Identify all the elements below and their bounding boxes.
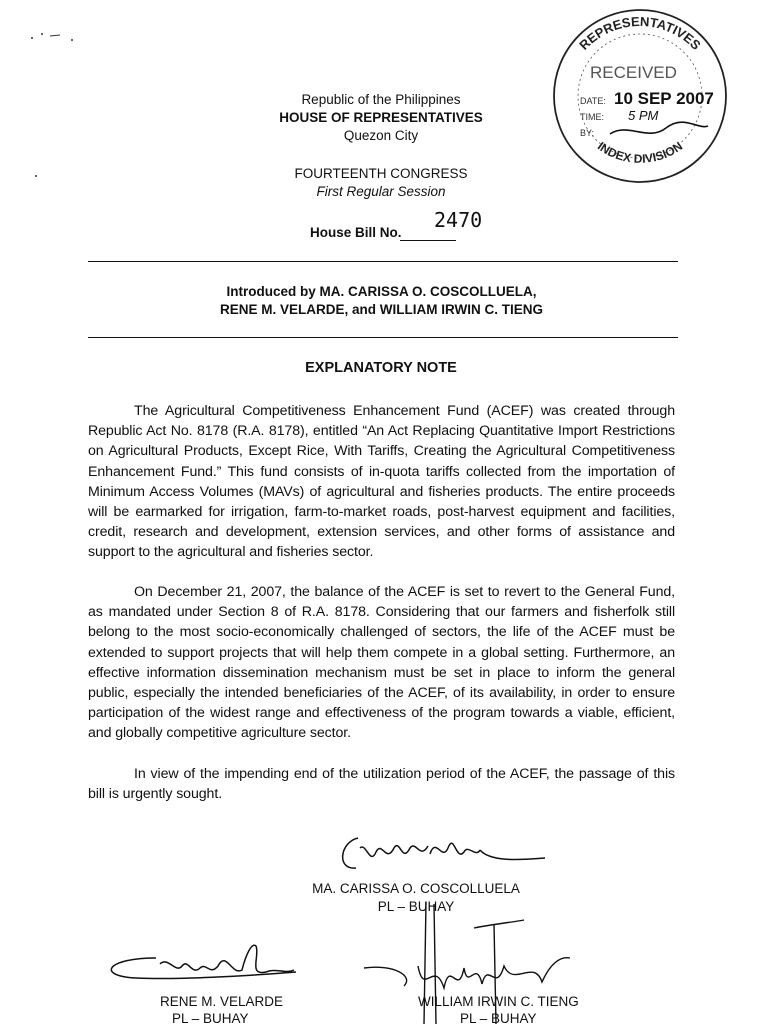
bill-number-underline xyxy=(400,240,456,241)
stamp-time-label: TIME: xyxy=(580,112,604,122)
letterhead xyxy=(260,91,502,145)
top-rule xyxy=(88,261,678,262)
signatory-1-party: PL – BUHAY xyxy=(377,899,455,914)
bottom-rule xyxy=(88,337,678,338)
house-line: HOUSE OF REPRESENTATIVES xyxy=(279,110,483,125)
stamp-by-label: BY: xyxy=(580,128,595,138)
session-line: First Regular Session xyxy=(316,184,446,199)
stamp-received: RECEIVED xyxy=(590,63,677,82)
svg-text:REPRESENTATIVES xyxy=(576,14,704,53)
scan-specks xyxy=(28,26,88,186)
introduced-block xyxy=(160,283,603,319)
signatory-3-name: WILLIAM IRWIN C. TIENG xyxy=(418,994,579,1009)
congress-block xyxy=(260,165,502,201)
stamp-initials xyxy=(610,122,708,134)
signatory-2-party: PL – BUHAY xyxy=(172,1011,249,1026)
stamp-time-value: 5 PM xyxy=(628,108,659,123)
paragraph-2: On December 21, 2007, the balance of the ACEF is set to revert to the General Fund, as mandated under Section 8 of R.A. 8178. Considering that our farmers and fisherfolk still belong to the most socio-economically challenged of sectors, the life of the ACEF must be extended to support projects that will help them compete in a global setting. Furthermore, an effective information dissemination mechanism must be set in place to inform the general public, especially the intended beneficiaries of the ACEF, of its availability, in order to ensure participation of the widest range and effectiveness of the program towards a viable, efficient, and globally competitive agriculture sector. xyxy=(88,584,675,742)
received-stamp xyxy=(548,4,730,186)
paragraph-1: The Agricultural Competitiveness Enhancement Fund (ACEF) was created through Republic Act No. 8178 (R.A. 8178), entitled “An Act Replacing Quantitative Import Restrictions on Agricultural Products, Except Rice, With Tariffs, Creating the Agricultural Competitiveness Enhancement Fund.” This fund consists of in-quota tariffs collected from the importation of Minimum Access Volumes (MAVs) of agricultural and fisheries products. The entire proceeds will be earmarked for irrigation, farm-to-market roads, post-harvest equipment and facilities, credit, research and development, extension services, and other forms of assistance and support to the agricultural and fisheries sector. xyxy=(88,403,675,561)
bill-label: House Bill No. xyxy=(310,225,402,240)
stamp-date-label: DATE: xyxy=(580,96,606,106)
bill-number: 2470 xyxy=(434,208,483,232)
stamp-top-text: REPRESENTATIVES xyxy=(576,13,704,53)
republic-line: Republic of the Philippines xyxy=(301,92,461,107)
signatory-1-name: MA. CARISSA O. COSCOLLUELA xyxy=(312,881,520,896)
explanatory-note-title: EXPLANATORY NOTE xyxy=(305,360,457,376)
stamp-date-value: 10 SEP 2007 xyxy=(614,89,714,108)
introduced-line-1: Introduced by MA. CARISSA O. COSCOLLUELA, xyxy=(226,284,537,299)
introduced-line-2: RENE M. VELARDE, and WILLIAM IRWIN C. TIENG xyxy=(220,302,543,317)
svg-text:INDEX DIVISION xyxy=(595,139,685,166)
paragraph-3: In view of the impending end of the utilization period of the ACEF, the passage of this bill is urgently sought. xyxy=(88,766,675,803)
signatory-2-name: RENE M. VELARDE xyxy=(160,994,284,1009)
signature-coscolluela xyxy=(330,818,550,882)
stamp-bottom-text: INDEX DIVISION xyxy=(594,138,686,166)
city-line: Quezon City xyxy=(343,128,419,143)
signature-velarde xyxy=(96,936,326,1000)
signatory-3-party: PL – BUHAY xyxy=(460,1011,537,1026)
congress-line: FOURTEENTH CONGRESS xyxy=(294,166,468,181)
